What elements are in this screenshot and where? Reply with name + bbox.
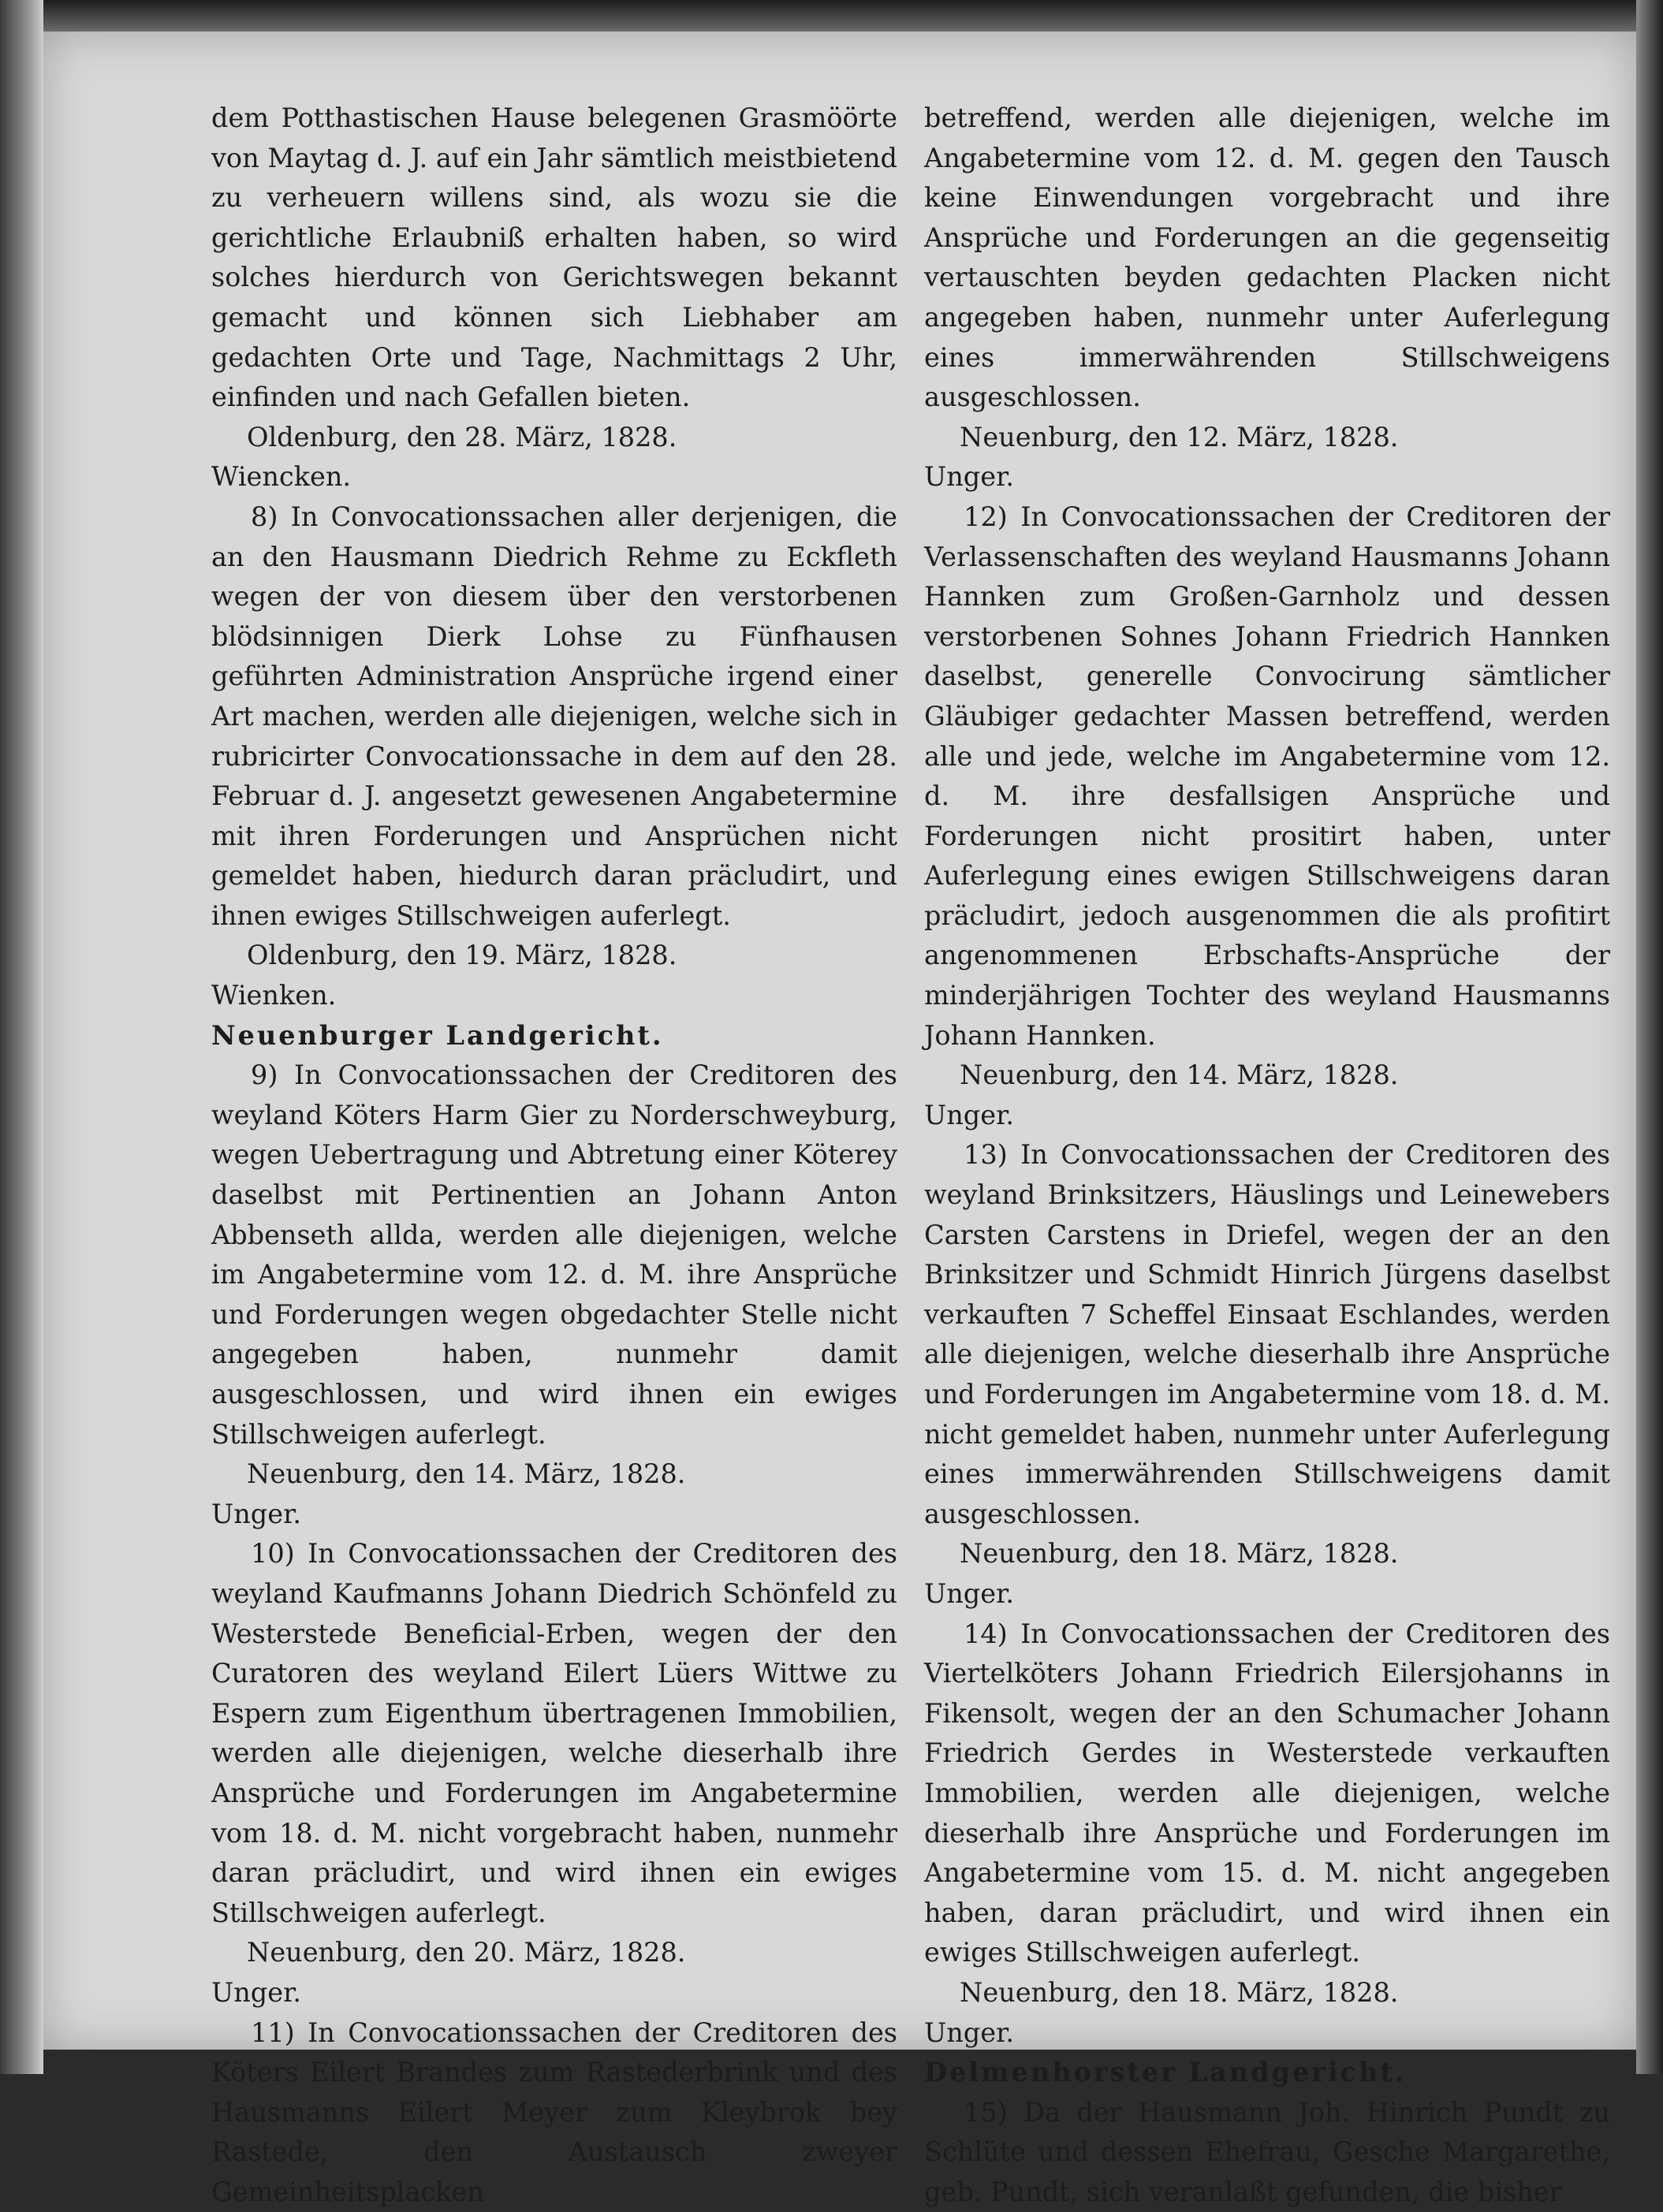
notice-11-continued-text: betreffend, werden alle diejenigen, welche im Angabetermine vom 12. d. M. gegen den Tausch keine Einwendungen vorgebracht und ihre Ansprüche und Forderungen an die gegenseitig vertauschten beyden gedachten Placken nicht angegeben haben, nunmehr unter Auferlegung eines immerwährenden Stillschweigens ausgeschlossen. bbox=[924, 99, 1610, 418]
notice-12-text: 12) In Convocationssachen der Creditoren der Verlassenschaften des weyland Hausmanns Johann Hannken zum Großen-Garnholz und dessen verstorbenen Sohnes Johann Friedrich Hannken daselbst, generelle Convocirung sämtlicher Gläubiger gedachter Massen betreffend, werden alle und jede, welche im Angabetermine vom 12. d. M. ihre desfallsigen Ansprüche und Forderungen nicht prositirt haben, unter Auferlegung eines ewigen Stillschweigens daran präcludirt, jedoch ausgenommen die als profitirt angenommenen Erbschafts-Ansprüche der minderjährigen Tochter des weyland Hausmanns Johann Hannken. bbox=[924, 497, 1610, 1056]
scan-top-edge bbox=[0, 0, 1663, 32]
notice-9-place-date: Neuenburg, den 14. März, 1828. bbox=[211, 1454, 897, 1495]
notice-14-text: 14) In Convocationssachen der Creditoren des Viertelköters Johann Friedrich Eilersjohanns in Fikensolt, wegen der an den Schumacher Johann Friedrich Gerdes in Westerstede verkauften Immobilien, werden alle diejenigen, welche dieserhalb ihre Ansprüche und Forderungen im Angabetermine vom 15. d. M. nicht angegeben haben, daran präcludirt, und wird ihnen ein ewiges Stillschweigen auferlegt. bbox=[924, 1614, 1610, 1973]
notice-8-signature: Wienken. bbox=[211, 976, 897, 1016]
notice-15-text: 15) Da der Hausmann Joh. Hinrich Pundt zu Schlüte und dessen Ehefrau, Gesche Margarethe, geb. Pundt, sich veranlaßt gefunden, die bisher bbox=[924, 2093, 1610, 2212]
notice-11-place-date: Neuenburg, den 12. März, 1828. bbox=[924, 418, 1610, 458]
notice-14-place-date: Neuenburg, den 18. März, 1828. bbox=[924, 1973, 1610, 2013]
notice-8-text: 8) In Convocationssachen aller derjenigen, die an den Hausmann Diedrich Rehme zu Eckfleth wegen der von diesem über den verstorbenen blödsinnigen Dierk Lohse zu Fünfhausen geführten Administration Ansprüche irgend einer Art machen, werden alle diejenigen, welche sich in rubricirter Convocationssache in dem auf den 28. Februar d. J. angesetzt gewesenen Angabetermine mit ihren Forderungen und Ansprüchen nicht gemeldet haben, hiedurch daran präcludirt, und ihnen ewiges Stillschweigen auferlegt. bbox=[211, 497, 897, 937]
notice-intro-text: dem Potthastischen Hause belegenen Grasmöörte von Maytag d. J. auf ein Jahr sämtlich meistbietend zu verheuern willens sind, als wozu sie die gerichtliche Erlaubniß erhalten haben, so wird solches hierdurch von Gerichtswegen bekannt gemacht und können sich Liebhaber am gedachten Orte und Tage, Nachmittags 2 Uhr, einfinden und nach Gefallen bieten. bbox=[211, 99, 897, 418]
notice-13-place-date: Neuenburg, den 18. März, 1828. bbox=[924, 1534, 1610, 1574]
notice-8-place-date: Oldenburg, den 19. März, 1828. bbox=[211, 936, 897, 976]
notice-10-text: 10) In Convocationssachen der Creditoren des weyland Kaufmanns Johann Diedrich Schönfeld zu Westerstede Beneficial-Erben, wegen der den Curatoren des weyland Eilert Lüers Wittwe zu Espern zum Eigenthum übertragenen Immobilien, werden alle diejenigen, welche dieserhalb ihre Ansprüche und Forderungen im Angabetermine vom 18. d. M. nicht vorgebracht haben, nunmehr daran präcludirt, und wird ihnen ein ewiges Stillschweigen auferlegt. bbox=[211, 1534, 897, 1933]
section-heading-delmenhorst: Delmenhorster Landgericht. bbox=[924, 2053, 1610, 2093]
notice-11-text: 11) In Convocationssachen der Creditoren des Köters Eilert Brandes zum Rastederbrink und des Hausmanns Eilert Meyer zum Kleybrok bey Rastede, den Austausch zweyer Gemeinheitsplacken bbox=[211, 2013, 897, 2212]
notice-13-text: 13) In Convocationssachen der Creditoren des weyland Brinksitzers, Häuslings und Leinewebers Carsten Carstens in Driefel, wegen der an den Brinksitzer und Schmidt Hinrich Jürgens daselbst verkauften 7 Scheffel Einsaat Eschlandes, werden alle diejenigen, welche dieserhalb ihre Ansprüche und Forderungen im Angabetermine vom 18. d. M. nicht gemeldet haben, nunmehr unter Auferlegung eines immerwährenden Stillschweigens damit ausgeschlossen. bbox=[924, 1135, 1610, 1534]
notice-signature: Wiencken. bbox=[211, 457, 897, 497]
right-column bbox=[924, 99, 1610, 2212]
notice-14-signature: Unger. bbox=[924, 2013, 1610, 2054]
notice-12-place-date: Neuenburg, den 14. März, 1828. bbox=[924, 1056, 1610, 1096]
notice-9-signature: Unger. bbox=[211, 1495, 897, 1535]
scan-right-edge bbox=[1636, 0, 1663, 2074]
notice-9-text: 9) In Convocationssachen der Creditoren des weyland Köters Harm Gier zu Norderschweyburg, wegen Uebertragung und Abtretung einer Köterey daselbst mit Pertinentien an Johann Anton Abbenseth allda, werden alle diejenigen, welche im Angabetermine vom 12. d. M. ihre Ansprüche und Forderungen wegen obgedachter Stelle nicht angegeben haben, nunmehr damit ausgeschlossen, und wird ihnen ein ewiges Stillschweigen auferlegt. bbox=[211, 1056, 897, 1454]
notice-12-signature: Unger. bbox=[924, 1096, 1610, 1136]
left-column bbox=[211, 99, 897, 2212]
section-heading-neuenburg: Neuenburger Landgericht. bbox=[211, 1016, 897, 1056]
notice-13-signature: Unger. bbox=[924, 1574, 1610, 1614]
notice-11-signature: Unger. bbox=[924, 457, 1610, 497]
book-gutter bbox=[0, 0, 43, 2074]
notice-place-date: Oldenburg, den 28. März, 1828. bbox=[211, 418, 897, 458]
notice-10-place-date: Neuenburg, den 20. März, 1828. bbox=[211, 1933, 897, 1973]
notice-10-signature: Unger. bbox=[211, 1973, 897, 2013]
